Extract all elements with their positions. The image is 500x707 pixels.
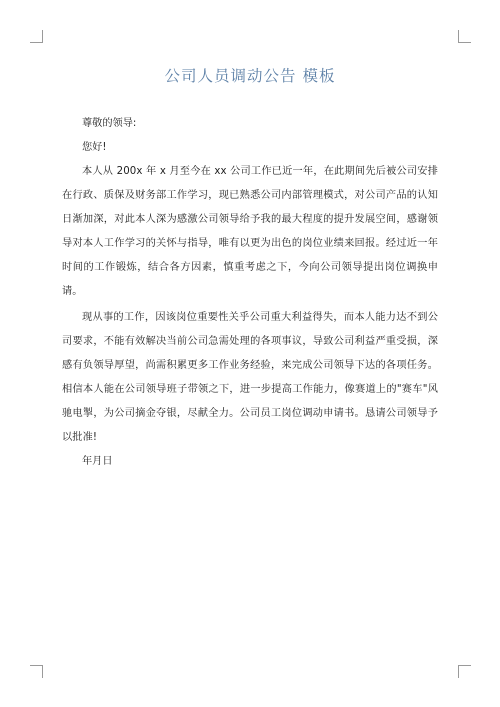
body-paragraph-1: 本人从 200x 年 x 月至今在 xx 公司工作已近一年，在此期间先后被公司安排在行政、质保及财务部工作学习，现已熟悉公司内部管理模式，对公司产品的认知日渐加深，对此本人深为感激公司领导给予我的最大程度的提升发展空间，感谢领导对本人工作学习的关怀与指导，唯有以更为出色的岗位业绩来回报。经过近一年时间的工作锻炼，结合各方因素，慎重考虑之下，今向公司领导提出岗位调换申请。	[62, 166, 438, 297]
document-body	[62, 112, 438, 474]
document-title: 公司人员调动公告 模板	[164, 67, 336, 85]
crop-mark-top-right	[458, 30, 471, 43]
crop-mark-bottom-left	[30, 665, 43, 678]
body-paragraph-2: 现从事的工作，因该岗位重要性关乎公司重大利益得失，而本人能力达不到公司要求，不能有效解决当前公司急需处理的各项事议，导致公司利益严重受损，深感有负领导厚望，尚需积累更多工作业务经验，来完成公司领导下达的各项任务。相信本人能在公司领导班子带领之下，进一步提高工作能力，像赛道上的"赛车"风驰电掣，为公司摘金夺银，尽献全力。公司员工岗位调动申请书。恳请公司领导予以批准!	[62, 312, 438, 443]
greeting: 您好!	[82, 142, 107, 153]
date-line: 年月日	[82, 456, 113, 467]
crop-mark-top-left	[30, 30, 43, 43]
salutation: 尊敬的领导:	[82, 118, 137, 129]
crop-mark-bottom-right	[458, 665, 471, 678]
